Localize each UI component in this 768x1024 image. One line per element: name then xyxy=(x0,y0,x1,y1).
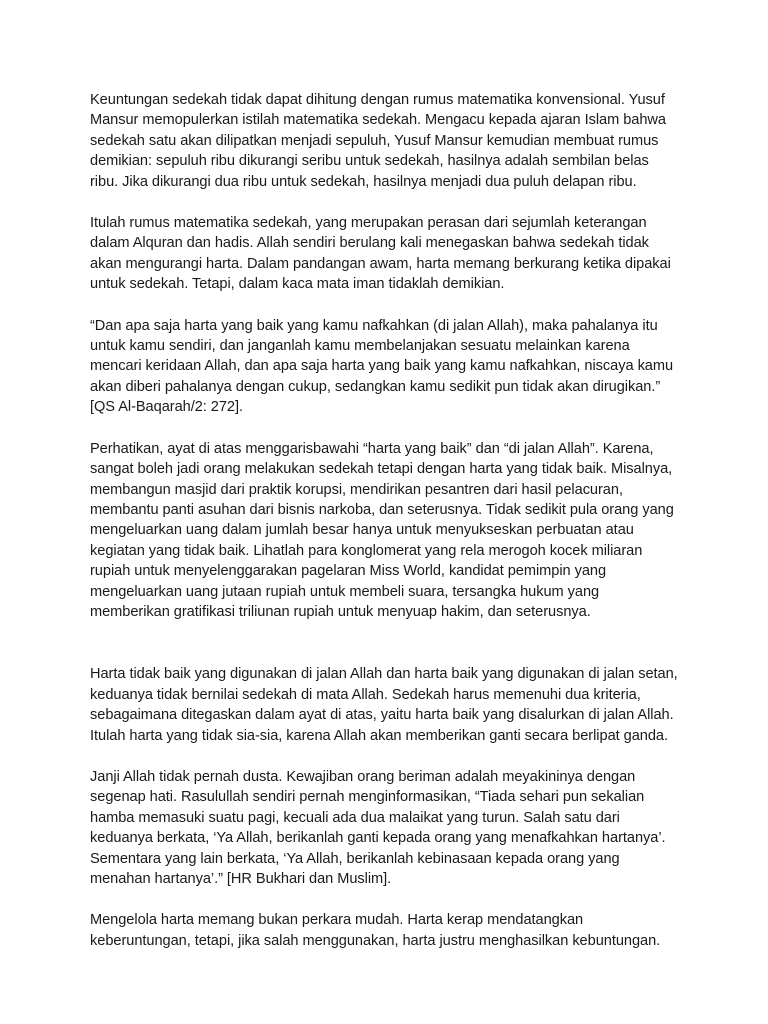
paragraph-5: Harta tidak baik yang digunakan di jalan Allah dan harta baik yang digunakan di jalan setan, keduanya tidak bernilai sedekah di mata Allah. Sedekah harus memenuhi dua kriteria, sebagaimana ditegaskan dalam ayat di atas, yaitu harta baik yang disalurkan di jalan Allah. Itulah harta yang tidak sia-sia, karena Allah akan memberikan ganti secara berlipat ganda. xyxy=(90,666,678,744)
paragraph-6-hadith: Janji Allah tidak pernah dusta. Kewajiban orang beriman adalah meyakininya dengan segenap hati. Rasulullah sendiri pernah menginformasikan, “Tiada sehari pun sekalian hamba memasuki suatu pagi, kecuali ada dua malaikat yang turun. Salah satu dari keduanya berkata, ‘Ya Allah, berikanlah ganti kepada orang yang menafkahkan hartanya’. Sementara yang lain berkata, ‘Ya Allah, berikanlah kebinasaan kepada orang yang menahan hartanya’.” [HR Bukhari dan Muslim]. xyxy=(90,768,666,887)
paragraph-2: Itulah rumus matematika sedekah, yang merupakan perasan dari sejumlah keterangan dalam Alquran dan hadis. Allah sendiri berulang kali menegaskan bahwa sedekah tidak akan mengurangi harta. Dalam pandangan awam, harta memang berkurang ketika dipakai untuk sedekah. Tetapi, dalam kaca mata iman tidaklah demikian. xyxy=(90,215,671,293)
paragraph-4: Perhatikan, ayat di atas menggarisbawahi “harta yang baik” dan “di jalan Allah”. Karena, sangat boleh jadi orang melakukan sedekah tetapi dengan harta yang tidak baik. Misalnya, membangun masjid dari praktik korupsi, mendirikan pesantren dari hasil pelacuran, membantu panti asuhan dari bisnis narkoba, dan seterusnya. Tidak sedikit pula orang yang mengeluarkan uang dalam jumlah besar hanya untuk menyukseskan perbuatan atau kegiatan yang tidak baik. Lihatlah para konglomerat yang rela merogoh kocek miliaran rupiah untuk menyelenggarakan pagelaran Miss World, kandidat pemimpin yang mengeluarkan uang jutaan rupiah untuk membeli suara, tersangka hukum yang memberikan gratifikasi triliunan rupiah untuk menyuap hakim, dan seterusnya. xyxy=(90,440,674,620)
paragraph-3-quran-quote: “Dan apa saja harta yang baik yang kamu nafkahkan (di jalan Allah), maka pahalanya itu untuk kamu sendiri, dan janganlah kamu membelanjakan sesuatu melainkan karena mencari keridaan Allah, dan apa saja harta yang baik yang kamu nafkahkan, niscaya kamu akan diberi pahalanya dengan cukup, sedangkan kamu sedikit pun tidak akan dirugikan.” [QS Al-Baqarah/2: 272]. xyxy=(90,317,674,416)
paragraph-7: Mengelola harta memang bukan perkara mudah. Harta kerap mendatangkan keberuntungan, tetapi, jika salah menggunakan, harta justru menghasilkan kebuntungan. xyxy=(90,912,661,949)
paragraph-1: Keuntungan sedekah tidak dapat dihitung dengan rumus matematika konvensional. Yusuf Mansur memopulerkan istilah matematika sedekah. Mengacu kepada ajaran Islam bahwa sedekah satu akan dilipatkan menjadi sepuluh, Yusuf Mansur kemudian membuat rumus demikian: sepuluh ribu dikurangi seribu untuk sedekah, hasilnya adalah sembilan belas ribu. Jika dikurangi dua ribu untuk sedekah, hasilnya menjadi dua puluh delapan ribu. xyxy=(90,92,666,190)
